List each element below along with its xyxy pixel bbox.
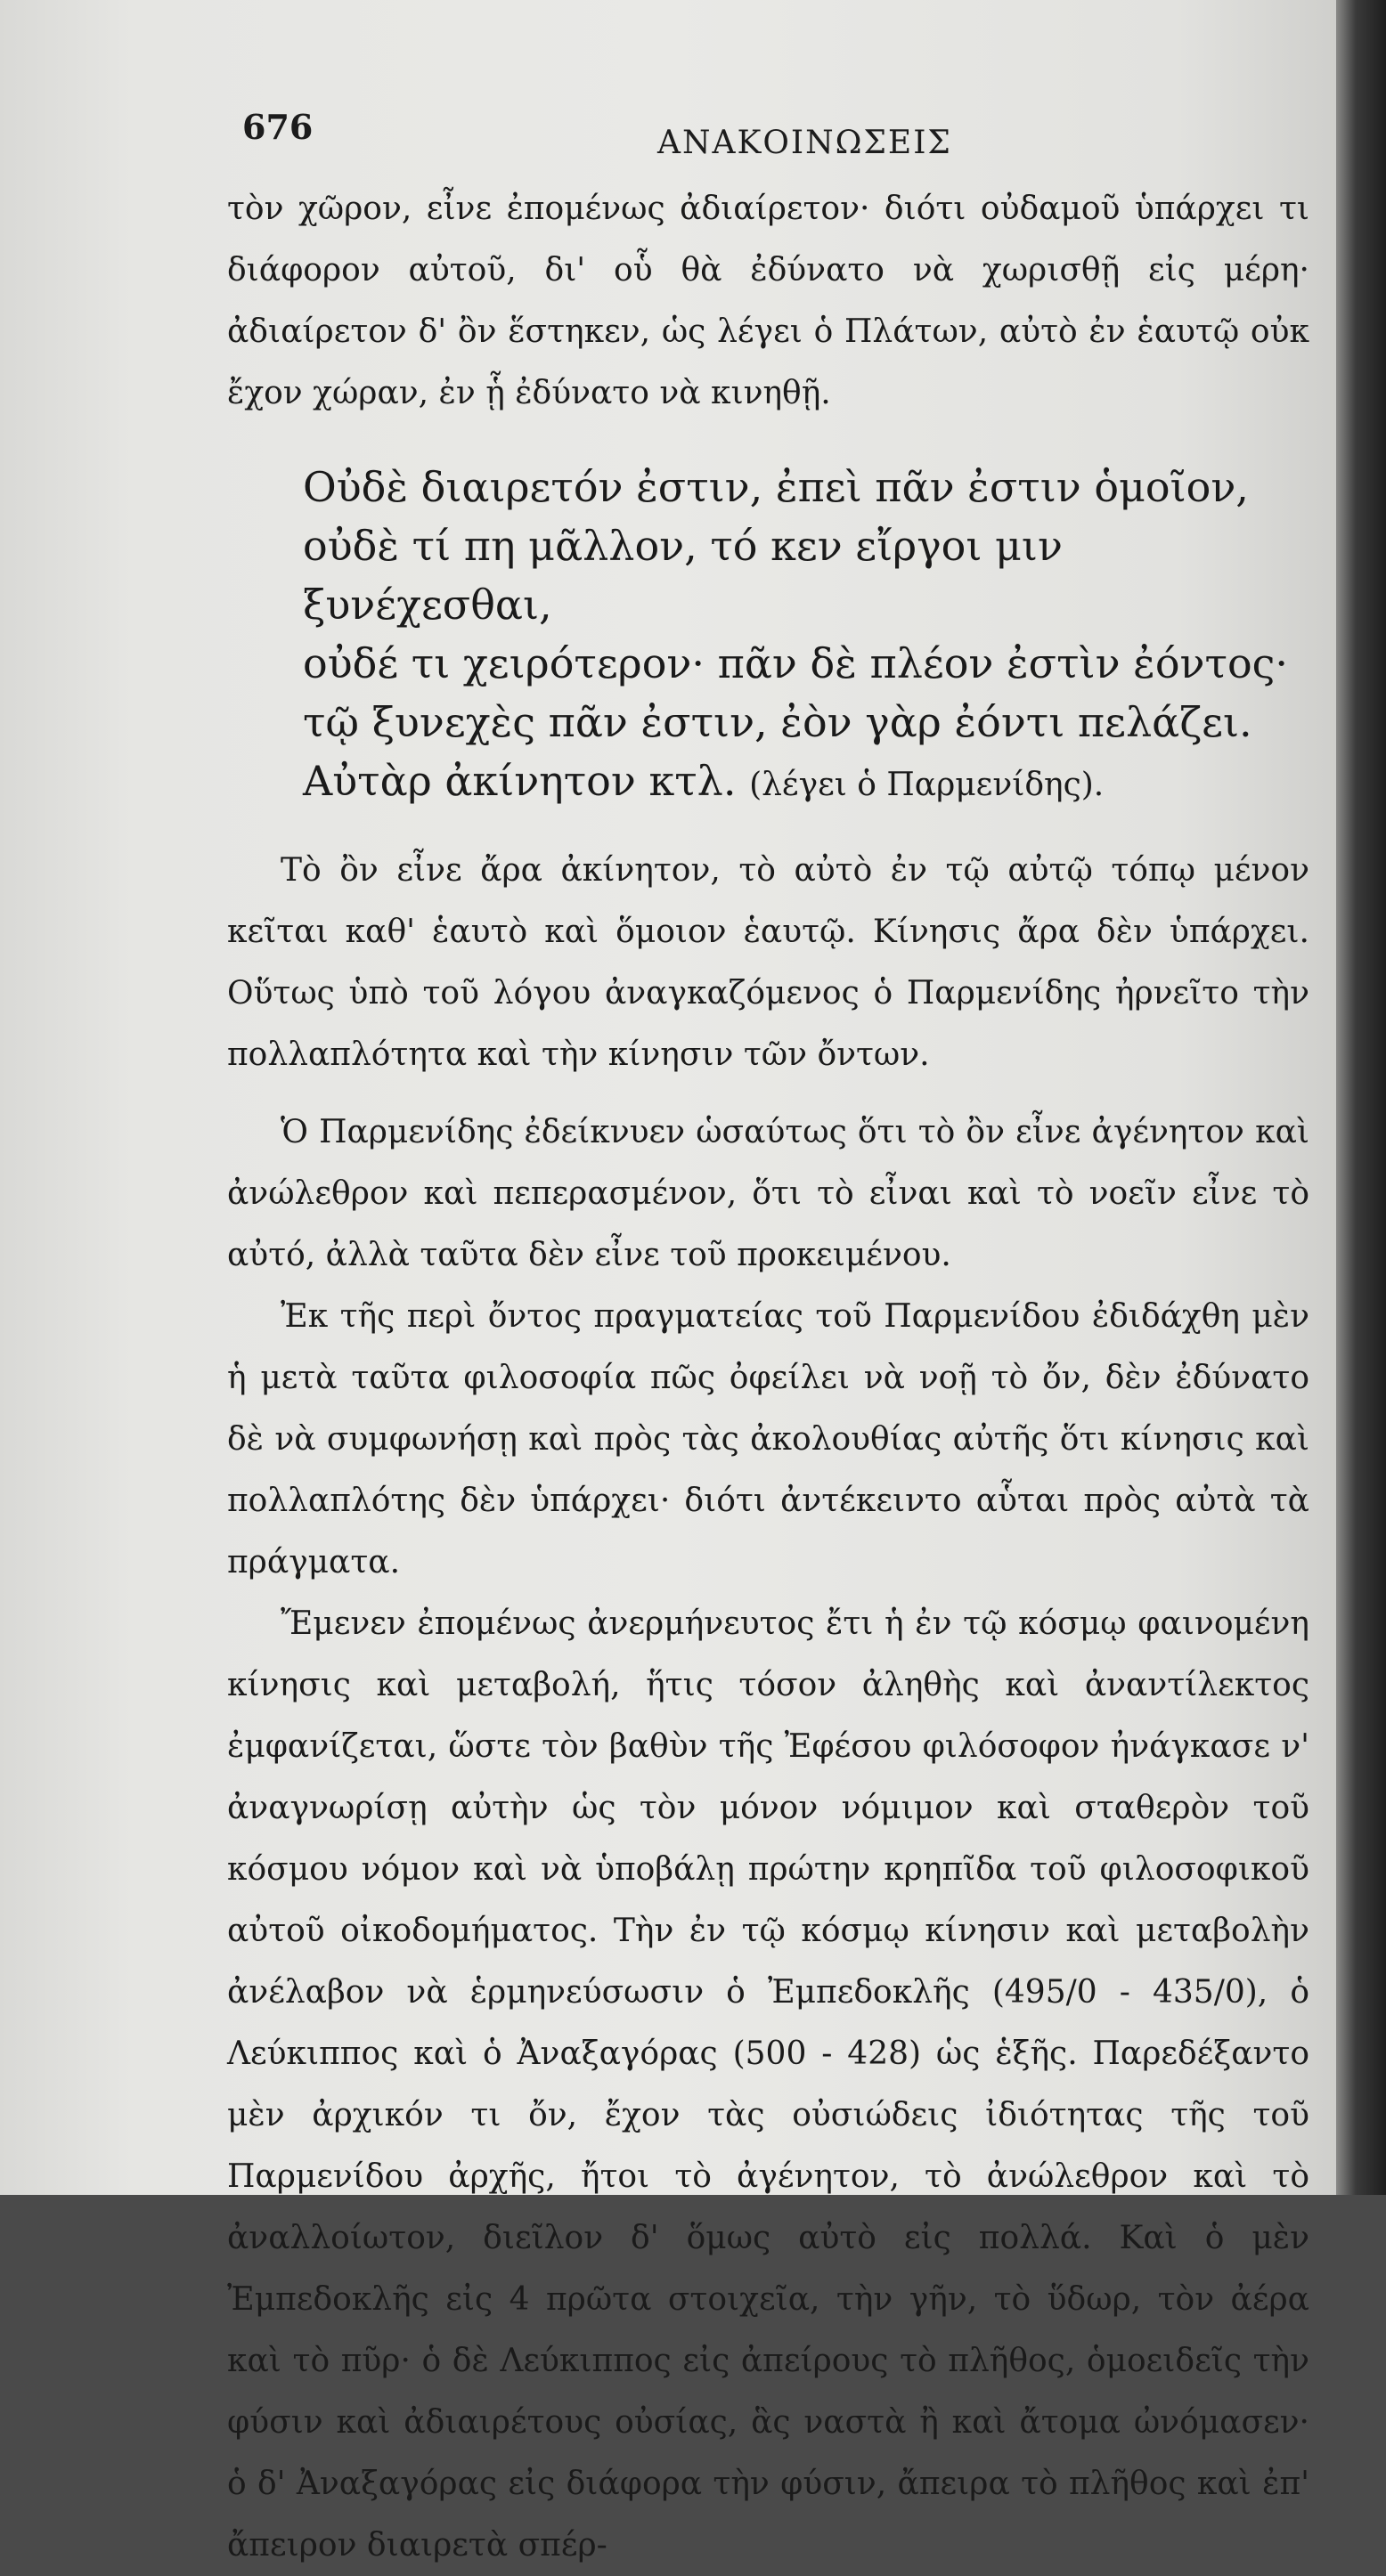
verse-line-1: Οὐδὲ διαιρετόν ἐστιν, ἐπεὶ πᾶν ἐστιν ὁμοῖον, [303, 463, 1249, 511]
verse-line-5 [303, 752, 1309, 815]
page-number: 676 [242, 107, 314, 147]
page-body [227, 178, 1309, 2576]
scan-dark-edge [1336, 0, 1386, 2195]
paragraph-1: τὸν χῶρον, εἶνε ἐπομένως ἀδιαίρετον· διότι οὐδαμοῦ ὑπάρχει τι διάφορον αὐτοῦ, δι' οὗ θὰ ἐδύνατο νὰ χωρισθῇ εἰς μέρη· ἀδιαίρετον δ' ὂν ἕστηκεν, ὡς λέγει ὁ Πλάτων, αὐτὸ ἐν ἑαυτῷ οὐκ ἔχον χώραν, ἐν ᾗ ἐδύνατο νὰ κινηθῇ. [227, 191, 1309, 411]
verse-quotation [303, 458, 1309, 815]
paragraph-2: Τὸ ὂν εἶνε ἄρα ἀκίνητον, τὸ αὐτὸ ἐν τῷ αὐτῷ τόπῳ μένον κεῖται καθ' ἑαυτὸ καὶ ὅμοιον ἑαυτῷ. Κίνησις ἄρα δὲν ὑπάρχει. Οὕτως ὑπὸ τοῦ λόγου ἀναγκαζόμενος ὁ Παρμενίδης ἠρνεῖτο τὴν πολλαπλότητα καὶ τὴν κίνησιν τῶν ὄντων. [227, 852, 1309, 1073]
running-head: ΑΝΑΚΟΙΝΩΣΕΙΣ [657, 125, 952, 161]
verse-attribution: (λέγει ὁ Παρμενίδης). [749, 767, 1105, 803]
paragraph-3: Ὁ Παρμενίδης ἐδείκνυεν ὡσαύτως ὅτι τὸ ὂν εἶνε ἀγένητον καὶ ἀνώλεθρον καὶ πεπερασμένον, ὅτι τὸ εἶναι καὶ τὸ νοεῖν εἶνε τὸ αὐτό, ἀλλὰ ταῦτα δὲν εἶνε τοῦ προκειμένου. [227, 1114, 1309, 1273]
verse-line-4: τῷ ξυνεχὲς πᾶν ἐστιν, ἐὸν γὰρ ἐόντι πελάζει. [303, 698, 1252, 746]
paragraph-5: Ἔμενεν ἐπομένως ἀνερμήνευτος ἔτι ἡ ἐν τῷ κόσμῳ φαινομένη κίνησις καὶ μεταβολή, ἥτις τόσον ἀληθὴς καὶ ἀναντίλεκτος ἐμφανίζεται, ὥστε τὸν βαθὺν τῆς Ἐφέσου φιλόσοφον ἠνάγκασε ν' ἀναγνωρίσῃ αὐτὴν ὡς τὸν μόνον νόμιμον καὶ σταθερὸν τοῦ κόσμου νόμον καὶ νὰ ὑποβάλῃ πρώτην κρηπῖδα τοῦ φιλοσοφικοῦ αὐτοῦ οἰκοδομήματος. Τὴν ἐν τῷ κόσμῳ κίνησιν καὶ μεταβολὴν ἀνέλαβον νὰ ἑρμηνεύσωσιν ὁ Ἐμπεδοκλῆς (495/0 - 435/0), ὁ Λεύκιππος καὶ ὁ Ἀναξαγόρας (500 - 428) ὡς ἑξῆς. Παρεδέξαντο μὲν ἀρχικόν τι ὄν, ἔχον τὰς οὐσιώδεις ἰδιότητας τῆς τοῦ Παρμενίδου ἀρχῆς, ἤτοι τὸ ἀγένητον, τὸ ἀνώλεθρον καὶ τὸ ἀναλλοίωτον, διεῖλον δ' ὅμως αὐτὸ εἰς πολλά. Καὶ ὁ μὲν Ἐμπεδοκλῆς εἰς 4 πρῶτα στοιχεῖα, τὴν γῆν, τὸ ὕδωρ, τὸν ἀέρα καὶ τὸ πῦρ· ὁ δὲ Λεύκιππος εἰς ἀπείρους τὸ πλῆθος, ὁμοειδεῖς τὴν φύσιν καὶ ἀδιαιρέτους οὐσίας, ἃς ναστὰ ἢ καὶ ἄτομα ὠνόμασεν· ὁ δ' Ἀναξαγόρας εἰς διάφορα τὴν φύσιν, ἄπειρα τὸ πλῆθος καὶ ἐπ' ἄπειρον διαιρετὰ σπέρ- [227, 1605, 1309, 2564]
verse-line-5-text: Αὐτὰρ ἀκίνητον κτλ. [303, 757, 737, 805]
verse-line-3: οὐδέ τι χειρότερον· πᾶν δὲ πλέον ἐστὶν ἐόντος· [303, 639, 1289, 687]
paragraph-4: Ἐκ τῆς περὶ ὄντος πραγματείας τοῦ Παρμενίδου ἐδιδάχθη μὲν ἡ μετὰ ταῦτα φιλοσοφία πῶς ὀφείλει νὰ νοῇ τὸ ὄν, δὲν ἐδύνατο δὲ νὰ συμφωνήσῃ καὶ πρὸς τὰς ἀκολουθίας αὐτῆς ὅτι κίνησις καὶ πολλαπλότης δὲν ὑπάρχει· διότι ἀντέκειντο αὗται πρὸς αὐτὰ τὰ πράγματα. [227, 1298, 1309, 1581]
verse-line-2: οὐδὲ τί πη μᾶλλον, τό κεν εἴργοι μιν ξυνέχεσθαι, [303, 522, 1063, 629]
